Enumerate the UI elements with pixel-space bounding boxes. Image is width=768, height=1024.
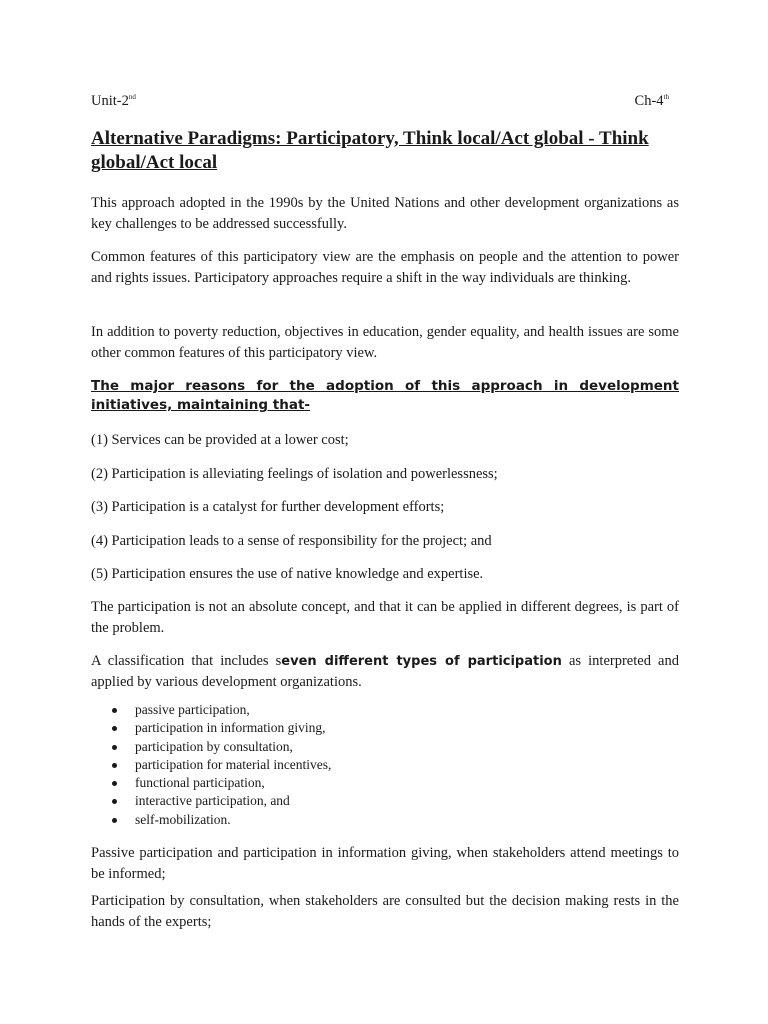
bullet-icon <box>112 818 117 823</box>
list-item: participation for material incentives, <box>135 756 331 774</box>
chapter-label: Ch-4th <box>634 93 669 109</box>
bullet-icon <box>112 799 117 804</box>
list-item: interactive participation, and <box>135 792 331 810</box>
paragraph-objectives: In addition to poverty reduction, objectives in education, gender equality, and health issues are some other common features of this participatory view. <box>91 324 679 361</box>
reason-item: (4) Participation leads to a sense of responsibility for the project; and <box>91 532 492 549</box>
list-item: participation by consultation, <box>135 738 331 756</box>
chapter-superscript: th <box>663 93 669 102</box>
paragraph-common-features: Common features of this participatory view are the emphasis on people and the attention to power and rights issues. Participatory approaches require a shift in the way individuals are thinking. <box>91 249 679 286</box>
paragraph-consultation: Participation by consultation, when stakeholders are consulted but the decision making rests in the hands of the experts; <box>91 893 679 930</box>
paragraph-intro: This approach adopted in the 1990s by the United Nations and other development organizations as key challenges to be addressed successfully. <box>91 195 679 232</box>
bullet-icon <box>112 745 117 750</box>
reasons-list <box>91 430 679 598</box>
bold-phrase: even different types of participation <box>281 654 562 669</box>
section-heading-major-reasons: The major reasons for the adoption of this approach in development initiatives, maintaining that- <box>91 378 679 413</box>
page-header <box>91 93 679 111</box>
list-item: functional participation, <box>135 774 331 792</box>
unit-label: Unit-2nd <box>91 93 136 109</box>
list-item: passive participation, <box>135 701 331 719</box>
list-item: participation in information giving, <box>135 719 331 737</box>
paragraph-classification: A classification that includes seven different types of participation as interpreted and applied by various development organizations. <box>91 653 679 690</box>
reason-item: (3) Participation is a catalyst for further development efforts; <box>91 499 445 515</box>
reason-item: (5) Participation ensures the use of native knowledge and expertise. <box>91 566 484 582</box>
unit-superscript: nd <box>128 93 136 102</box>
bullet-icon <box>112 708 117 713</box>
bullet-icon <box>112 781 117 786</box>
bullet-icon <box>112 726 117 731</box>
paragraph-not-absolute: The participation is not an absolute concept, and that it can be applied in different degrees, is part of the problem. <box>91 599 679 636</box>
paragraph-passive-participation: Passive participation and participation in information giving, when stakeholders attend meetings to be informed; <box>91 845 679 882</box>
list-item: self-mobilization. <box>135 811 331 829</box>
participation-types-list <box>135 701 331 829</box>
reason-item: (1) Services can be provided at a lower cost; <box>91 432 349 448</box>
document-title: Alternative Paradigms: Participatory, Think local/Act global - Think global/Act local <box>91 128 649 173</box>
bullet-icon <box>112 763 117 768</box>
reason-item: (2) Participation is alleviating feelings of isolation and powerlessness; <box>91 465 498 482</box>
